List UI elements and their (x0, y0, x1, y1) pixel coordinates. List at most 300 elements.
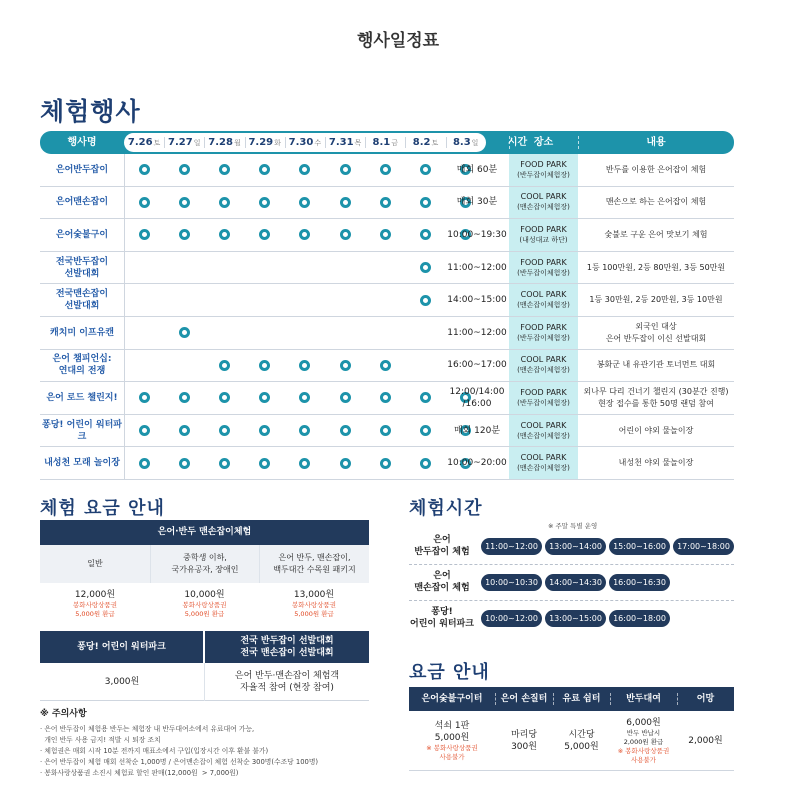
weekday-label: 일 (471, 139, 479, 147)
day-cell (285, 252, 325, 284)
circle-mark-icon (179, 425, 190, 436)
time-slot-badge: 13:00~14:00 (545, 538, 606, 555)
circle-mark-icon (259, 360, 270, 371)
day-cell (124, 154, 164, 186)
day-cell (325, 187, 365, 219)
day-cell (164, 382, 204, 414)
fee-contest-info: 은어 반두·맨손잡이 체험객 자율적 참여 (현장 참여) (204, 663, 369, 701)
place-detail: (맨손잡이체험장) (517, 464, 570, 473)
exp-time-label: 퐁당! 어린이 워터파크 (410, 607, 474, 629)
day-cell (365, 447, 405, 479)
day-cell (204, 219, 244, 251)
circle-mark-icon (139, 458, 150, 469)
day-cell (325, 252, 365, 284)
schedule-header (40, 131, 734, 154)
circle-mark-icon (299, 425, 310, 436)
place-name: FOOD PARK (520, 224, 567, 234)
date-label: 7.28 (208, 137, 233, 148)
day-cell (285, 317, 325, 349)
circle-mark-icon (139, 164, 150, 175)
price-table (409, 687, 734, 771)
time-slot-badge: 10:00~10:30 (481, 574, 542, 591)
place-name: COOL PARK (520, 420, 567, 430)
circle-mark-icon (139, 197, 150, 208)
fee-price-package: 13,000원 (293, 590, 335, 600)
day-cell (405, 317, 445, 349)
note-item: · 은어 반두잡이 체험용 반두는 체험장 내 반두대여소에서 유료대여 가능, (40, 725, 255, 733)
header-date (164, 133, 204, 152)
header-date (405, 133, 445, 152)
time-slot-badge: 13:00~15:00 (545, 610, 606, 627)
price-rental-note: ※ 봉화사랑상품권 사용불가 (617, 747, 670, 764)
day-cell (204, 350, 244, 382)
fee-waterpark-label: 퐁당! 어린이 워터파크 (40, 631, 203, 663)
day-cell (204, 415, 244, 447)
time-slot-badge: 15:00~16:00 (609, 538, 670, 555)
day-cell (245, 284, 285, 316)
note-item: · 은어 반두잡이 체험 매회 선착순 1,000명 / 은어맨손잡이 체험 선착순 300명(수조당 100명) (40, 758, 319, 766)
circle-mark-icon (380, 197, 391, 208)
time-slot-badge: 10:00~12:00 (481, 610, 542, 627)
price-header-cell: 반두대여 (626, 694, 661, 704)
schedule-row (40, 447, 734, 480)
schedule-row (40, 350, 734, 383)
place-detail: (반두잡이체험장) (517, 170, 570, 179)
day-cell (325, 154, 365, 186)
header-date (446, 133, 486, 152)
circle-mark-icon (340, 197, 351, 208)
circle-mark-icon (340, 360, 351, 371)
circle-mark-icon (340, 425, 351, 436)
header-date (285, 133, 325, 152)
event-description: 맨손으로 하는 은어잡이 체험 (605, 197, 707, 207)
event-time: 11:00~12:00 (447, 262, 507, 273)
schedule-row (40, 252, 734, 285)
day-cell (245, 447, 285, 479)
exp-time-row (409, 564, 734, 600)
price-header-cell: 어망 (696, 694, 715, 704)
schedule-row (40, 284, 734, 317)
day-cell (365, 187, 405, 219)
header-desc: 내용 (646, 137, 666, 148)
date-label: 7.27 (168, 137, 193, 148)
event-place (509, 415, 578, 447)
day-cell (245, 415, 285, 447)
day-cell (325, 219, 365, 251)
day-cell (164, 187, 204, 219)
circle-mark-icon (380, 164, 391, 175)
event-description: 숯불로 구운 은어 맛보기 체험 (604, 229, 708, 239)
circle-mark-icon (219, 360, 230, 371)
exp-time-label: 은어 맨손잡이 체험 (414, 571, 470, 593)
circle-mark-icon (420, 164, 431, 175)
day-cell (124, 382, 164, 414)
event-name: 은어반두잡이 (55, 164, 109, 175)
place-detail: (반두잡이체험장) (517, 268, 570, 277)
circle-mark-icon (179, 458, 190, 469)
time-slot-badge: 11:00~12:00 (481, 538, 542, 555)
header-dates (124, 133, 486, 152)
fee-table (40, 520, 369, 701)
day-cell (124, 187, 164, 219)
day-cell (325, 415, 365, 447)
day-cell (325, 284, 365, 316)
note-item: · 체험권은 매회 시작 10분 전까지 매표소에서 구입(입장시간 이후 환불 불가) (40, 747, 269, 755)
event-time: 11:00~12:00 (447, 327, 507, 338)
place-detail: (맨손잡이체험장) (517, 366, 570, 375)
day-cell (124, 219, 164, 251)
header-place: 장소 (533, 137, 554, 148)
circle-mark-icon (179, 229, 190, 240)
circle-mark-icon (259, 164, 270, 175)
event-name: 캐치미 이프유캔 (50, 327, 114, 338)
day-cell (164, 447, 204, 479)
day-cell (405, 350, 445, 382)
circle-mark-icon (219, 164, 230, 175)
day-cell (204, 317, 244, 349)
note-item: · 봉화사랑상품권 소진시 체험료 할인 판매(12,000원 > 7,000원) (40, 769, 239, 777)
day-cell (204, 187, 244, 219)
day-cell (245, 219, 285, 251)
circle-mark-icon (380, 360, 391, 371)
fee-waterpark-price: 3,000원 (104, 677, 140, 687)
schedule-row (40, 219, 734, 252)
day-cell (365, 252, 405, 284)
day-cell (245, 154, 285, 186)
circle-mark-icon (179, 327, 190, 338)
place-name: FOOD PARK (520, 322, 567, 332)
day-cell (405, 415, 445, 447)
event-time: 12:00/14:00 /16:00 (449, 386, 505, 409)
event-description: 외나무 다리 건너기 챌린지 (30분간 진행) 현장 접수를 통한 50명 랜덤 참여 (583, 386, 729, 408)
day-cell (124, 317, 164, 349)
day-cell (164, 350, 204, 382)
day-cell (325, 447, 365, 479)
events-heading: 체험행사 (40, 97, 141, 126)
day-cell (365, 415, 405, 447)
event-description: 봉화군 내 유관기관 토너먼트 대회 (596, 360, 716, 370)
price-header (409, 687, 734, 711)
day-cell (124, 284, 164, 316)
event-description: 어린이 야외 물놀이장 (618, 425, 694, 435)
circle-mark-icon (139, 229, 150, 240)
time-slot-badge: 17:00~18:00 (673, 538, 734, 555)
circle-mark-icon (179, 197, 190, 208)
circle-mark-icon (380, 392, 391, 403)
day-cell (124, 350, 164, 382)
price-cleaning-value: 마리당 300원 (510, 730, 538, 752)
day-cell (405, 252, 445, 284)
date-label: 8.2 (412, 137, 431, 148)
weekday-label: 월 (233, 139, 241, 147)
day-cell (204, 447, 244, 479)
day-cell (124, 415, 164, 447)
fee-col-discount: 중학생 이하, 국가유공자, 장애인 (150, 545, 259, 583)
exp-time-heading: 체험시간 (409, 498, 483, 519)
circle-mark-icon (219, 197, 230, 208)
day-cell (365, 154, 405, 186)
circle-mark-icon (219, 458, 230, 469)
day-cell (164, 219, 204, 251)
day-cell (285, 415, 325, 447)
fee-col-package: 은어 반두, 맨손잡이, 백두대간 수목원 패키지 (259, 545, 369, 583)
circle-mark-icon (340, 392, 351, 403)
event-name: 은어 로드 챌린지! (46, 392, 118, 403)
header-date (325, 133, 365, 152)
event-place (509, 350, 578, 382)
price-header-cell: 은어숯불구이터 (421, 694, 483, 704)
event-place (509, 252, 578, 284)
circle-mark-icon (299, 197, 310, 208)
circle-mark-icon (340, 164, 351, 175)
circle-mark-icon (380, 229, 391, 240)
circle-mark-icon (299, 392, 310, 403)
day-cell (245, 350, 285, 382)
day-cell (405, 284, 445, 316)
event-time: 매회 30분 (456, 197, 498, 208)
event-time: 10:00~20:00 (447, 458, 507, 469)
day-cell (365, 350, 405, 382)
circle-mark-icon (420, 425, 431, 436)
price-grill-value: 석쇠 1판 5,000원 (434, 721, 470, 743)
event-place (509, 284, 578, 316)
circle-mark-icon (259, 425, 270, 436)
place-detail: (맨손잡이체험장) (517, 431, 570, 440)
circle-mark-icon (420, 262, 431, 273)
place-detail: (맨손잡이체험장) (517, 203, 570, 212)
date-label: 8.3 (452, 137, 471, 148)
day-cell (204, 382, 244, 414)
day-cell (164, 415, 204, 447)
day-cell (285, 284, 325, 316)
weekday-label: 목 (354, 139, 362, 147)
circle-mark-icon (420, 392, 431, 403)
circle-mark-icon (259, 458, 270, 469)
day-cell (405, 154, 445, 186)
day-cell (365, 382, 405, 414)
event-name: 내성천 모래 놀이장 (44, 458, 120, 469)
schedule-row (40, 382, 734, 415)
day-cell (405, 219, 445, 251)
event-time: 10:00~19:30 (447, 229, 507, 240)
event-place (509, 219, 578, 251)
day-cell (285, 447, 325, 479)
fee-contest-label: 전국 반두잡이 선발대회 전국 맨손잡이 선발대회 (205, 631, 369, 663)
place-detail: (반두잡이체험장) (517, 333, 570, 342)
header-date (365, 133, 405, 152)
event-place (509, 317, 578, 349)
exp-time-label: 은어 반두잡이 체험 (414, 535, 470, 557)
price-rest-value: 시간당 5,000원 (564, 730, 599, 752)
day-cell (285, 350, 325, 382)
fee-col-general: 일반 (87, 559, 103, 568)
place-detail: (반두잡이체험장) (517, 398, 570, 407)
event-name: 전국반두잡이 선발대회 (55, 256, 109, 279)
date-label: 7.26 (127, 137, 153, 148)
event-description: 내성천 야외 물놀이장 (618, 458, 694, 468)
date-label: 8.1 (372, 137, 391, 148)
place-detail: (내성대교 하단) (519, 235, 568, 244)
circle-mark-icon (219, 229, 230, 240)
event-name: 은어맨손잡이 (55, 197, 109, 208)
circle-mark-icon (259, 392, 270, 403)
exp-time-row (409, 600, 734, 636)
day-cell (245, 317, 285, 349)
price-header-cell: 유료 쉼터 (562, 694, 601, 704)
circle-mark-icon (179, 164, 190, 175)
schedule-rows (40, 154, 734, 480)
day-cell (204, 252, 244, 284)
circle-mark-icon (340, 458, 351, 469)
place-name: FOOD PARK (520, 387, 567, 397)
circle-mark-icon (139, 392, 150, 403)
notes-title: ※ 주의사항 (40, 709, 87, 719)
note-item: 개인 반두 사용 금지! 적발 시 퇴장 조치 (40, 736, 161, 744)
day-cell (204, 154, 244, 186)
price-heading: 요금 안내 (409, 662, 490, 683)
header-time: 시간 (507, 137, 528, 148)
schedule-row (40, 317, 734, 350)
place-name: FOOD PARK (520, 257, 567, 267)
circle-mark-icon (259, 197, 270, 208)
event-place (509, 187, 578, 219)
place-name: COOL PARK (520, 290, 567, 300)
circle-mark-icon (299, 164, 310, 175)
header-date (204, 133, 244, 152)
day-cell (365, 284, 405, 316)
fee-note-general: 봉화사랑상품권 5,000원 환급 (73, 601, 117, 618)
fee-note-package: 봉화사랑상품권 5,000원 환급 (292, 601, 336, 618)
day-cell (285, 382, 325, 414)
event-place (509, 447, 578, 479)
circle-mark-icon (299, 458, 310, 469)
price-net-value: 2,000원 (688, 736, 723, 746)
day-cell (245, 187, 285, 219)
time-slot-badge: 14:00~14:30 (545, 574, 606, 591)
day-cell (285, 187, 325, 219)
circle-mark-icon (299, 229, 310, 240)
event-name: 은어숯불구이 (55, 229, 109, 240)
day-cell (164, 154, 204, 186)
day-cell (325, 317, 365, 349)
day-cell (365, 219, 405, 251)
place-name: FOOD PARK (520, 159, 567, 169)
circle-mark-icon (259, 229, 270, 240)
place-detail: (맨손잡이체험장) (517, 301, 570, 310)
price-rental-refund: 반두 반납시 2,000원 환급 (623, 729, 664, 746)
day-cell (405, 447, 445, 479)
day-cell (164, 317, 204, 349)
day-cell (365, 317, 405, 349)
weekend-note: ※ 주말 특별 운영 (548, 522, 598, 530)
event-time: 매회 120분 (453, 425, 501, 436)
circle-mark-icon (179, 392, 190, 403)
place-name: COOL PARK (520, 355, 567, 365)
weekday-label: 일 (193, 139, 201, 147)
event-description: 외국인 대상 은어 반두잡이 이신 선발대회 (605, 321, 707, 343)
day-cell (325, 350, 365, 382)
price-header-cell: 은어 손질터 (500, 694, 548, 704)
notes-section (40, 706, 370, 779)
fee-price-discount: 10,000원 (184, 590, 225, 600)
exp-time-row (409, 528, 734, 564)
day-cell (204, 284, 244, 316)
day-cell (245, 382, 285, 414)
day-cell (164, 252, 204, 284)
time-slot-badge: 16:00~16:30 (609, 574, 670, 591)
fee-table-title: 은어·반두 맨손잡이체험 (40, 520, 369, 545)
weekday-label: 수 (314, 139, 322, 147)
page-title: 행사일정표 (356, 31, 440, 51)
event-description: 반두를 이용한 은어잡이 체험 (605, 164, 707, 174)
day-cell (164, 284, 204, 316)
weekday-label: 토 (431, 139, 439, 147)
weekday-label: 금 (391, 139, 399, 147)
header-date (124, 133, 164, 152)
event-place (509, 382, 578, 414)
circle-mark-icon (420, 295, 431, 306)
day-cell (405, 382, 445, 414)
circle-mark-icon (380, 425, 391, 436)
date-label: 7.31 (328, 137, 354, 148)
event-place (509, 154, 578, 186)
day-cell (285, 154, 325, 186)
event-name: 퐁당! 어린이 워터파크 (42, 419, 122, 442)
price-grill-note: ※ 봉화사랑상품권 사용불가 (426, 744, 478, 761)
schedule-table (40, 131, 734, 480)
event-time: 매회 60분 (456, 164, 498, 175)
day-cell (245, 252, 285, 284)
fee-heading: 체험 요금 안내 (40, 498, 165, 519)
circle-mark-icon (299, 360, 310, 371)
day-cell (285, 219, 325, 251)
event-name: 은어 챔피언십: 연대의 전쟁 (52, 354, 112, 377)
date-label: 7.29 (248, 137, 274, 148)
circle-mark-icon (139, 425, 150, 436)
day-cell (124, 447, 164, 479)
header-event: 행사명 (67, 137, 97, 148)
day-cell (405, 187, 445, 219)
schedule-row (40, 415, 734, 448)
fee-note-discount: 봉화사랑상품권 5,000원 환급 (182, 601, 227, 618)
circle-mark-icon (420, 197, 431, 208)
schedule-row (40, 154, 734, 187)
day-cell (124, 252, 164, 284)
circle-mark-icon (219, 392, 230, 403)
weekday-label: 토 (153, 139, 161, 147)
place-name: COOL PARK (520, 192, 567, 202)
event-description: 1등 30만원, 2등 20만원, 3등 10만원 (589, 295, 723, 305)
fee-price-general: 12,000원 (74, 590, 116, 600)
date-label: 7.30 (288, 137, 314, 148)
circle-mark-icon (420, 458, 431, 469)
weekday-label: 화 (274, 139, 281, 147)
event-time: 16:00~17:00 (447, 360, 507, 371)
circle-mark-icon (340, 229, 351, 240)
circle-mark-icon (420, 229, 431, 240)
event-name: 전국맨손잡이 선발대회 (55, 289, 109, 312)
place-name: COOL PARK (520, 453, 567, 463)
day-cell (325, 382, 365, 414)
event-time: 14:00~15:00 (447, 295, 507, 306)
circle-mark-icon (380, 458, 391, 469)
price-rental-value: 6,000원 (626, 718, 661, 728)
notes-list (40, 724, 370, 779)
time-slot-badge: 16:00~18:00 (609, 610, 670, 627)
event-description: 1등 100만원, 2등 80만원, 3등 50만원 (586, 262, 726, 272)
schedule-row (40, 187, 734, 220)
circle-mark-icon (219, 425, 230, 436)
